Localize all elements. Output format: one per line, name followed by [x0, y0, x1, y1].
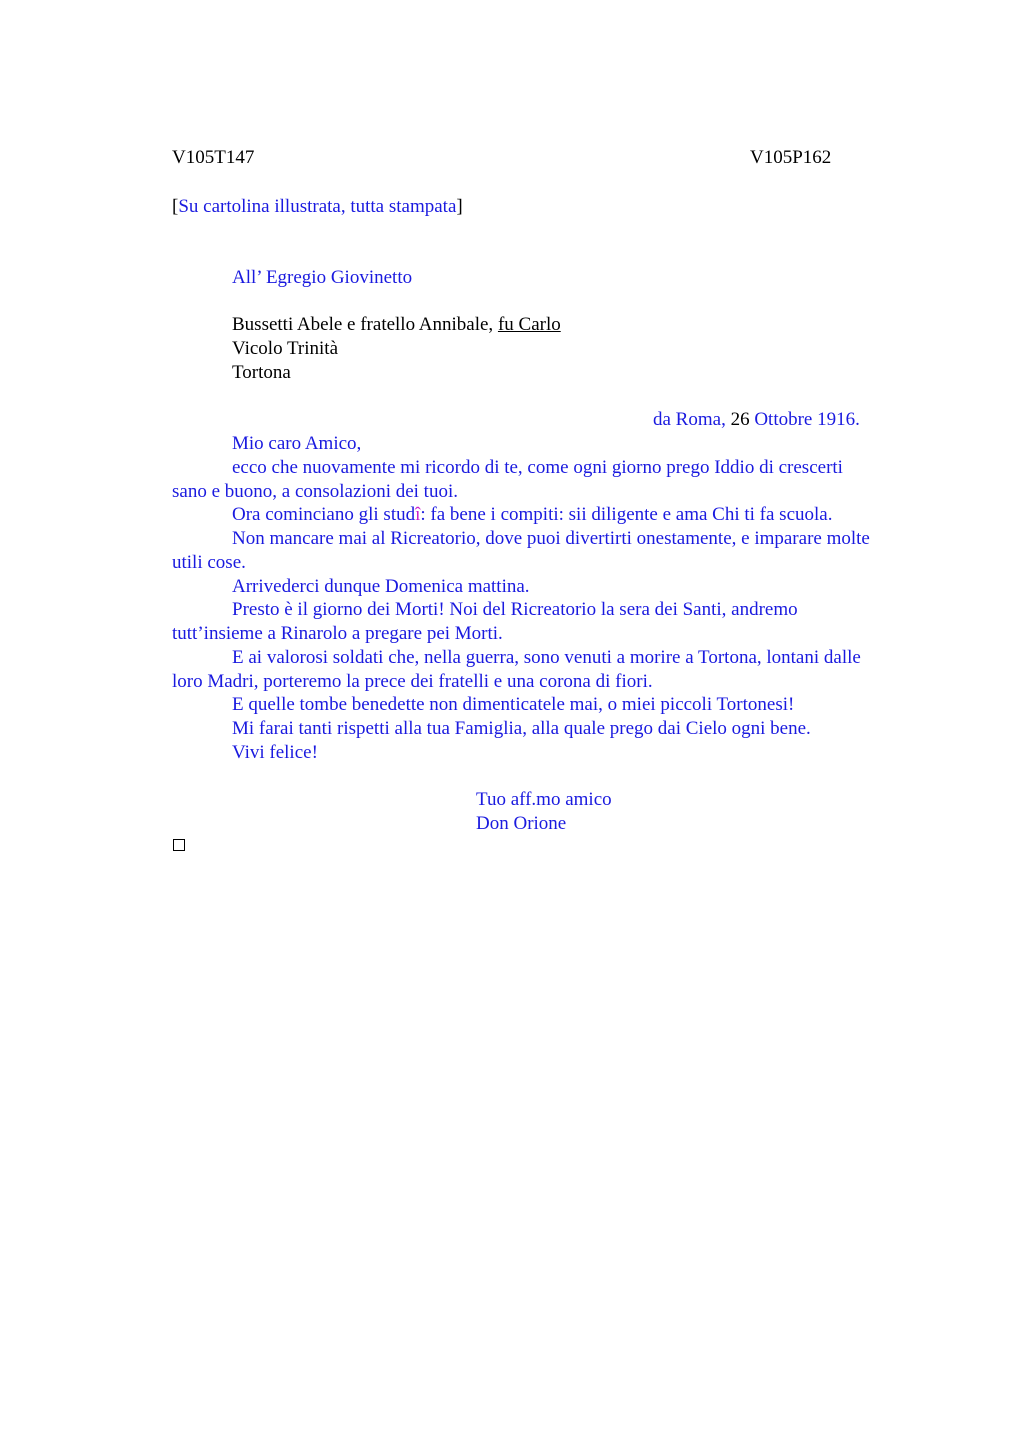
- letter-paragraph-4: Arrivederci dunque Domenica mattina.: [232, 576, 530, 597]
- p2-after: : fa bene i compiti: sii diligente e ama Chi ti fa scuola.: [420, 504, 833, 525]
- p2-before: Ora cominciano gli stud: [232, 504, 416, 525]
- document-code-left: V105T147: [172, 147, 255, 168]
- letter-greeting: Mio caro Amico,: [232, 433, 362, 454]
- letter-paragraph-1-line-2: sano e buono, a consolazioni dei tuoi.: [172, 481, 458, 502]
- address-recipient: [232, 313, 561, 337]
- letter-paragraph-5-line-2: tutt’insieme a Rinarolo a pregare pei Morti.: [172, 623, 503, 644]
- dateline-prefix: da Roma,: [653, 409, 731, 430]
- letter-paragraph-3-line-1: Non mancare mai al Ricreatorio, dove puoi divertirti onestamente, e imparare molte: [232, 528, 870, 549]
- end-square-marker: [173, 839, 185, 851]
- recipient-father: fu Carlo: [497, 314, 561, 335]
- letter-paragraph-9: Vivi felice!: [232, 742, 318, 763]
- note-text: Su cartolina illustrata, tutta stampata: [178, 196, 457, 217]
- address-salutation: All’ Egregio Giovinetto: [232, 267, 413, 288]
- letter-paragraph-6-line-2: loro Madri, porteremo la prece dei fratelli e una corona di fiori.: [172, 671, 653, 692]
- letter-paragraph-3-line-2: utili cose.: [172, 552, 246, 573]
- dateline-month-year: Ottobre 1916.: [749, 409, 860, 430]
- letter-paragraph-6-line-1: E ai valorosi soldati che, nella guerra, sono venuti a morire a Tortona, lontani dalle: [232, 647, 861, 668]
- letter-paragraph-5-line-1: Presto è il giorno dei Morti! Noi del Ricreatorio la sera dei Santi, andremo: [232, 599, 798, 620]
- signature-name: Don Orione: [476, 813, 567, 834]
- document-code-right: V105P162: [750, 147, 832, 168]
- letter-paragraph-8: Mi farai tanti rispetti alla tua Famiglia, alla quale prego dai Cielo ogni bene.: [232, 718, 811, 739]
- note-close-bracket: ]: [456, 196, 463, 217]
- recipient-names: Bussetti Abele e fratello Annibale,: [232, 314, 498, 335]
- letter-paragraph-7: E quelle tombe benedette non dimenticatele mai, o miei piccoli Tortonesi!: [232, 694, 795, 715]
- letter-paragraph-1-line-1: ecco che nuovamente mi ricordo di te, come ogni giorno prego Iddio di crescerti: [232, 457, 843, 478]
- note-open-bracket: [: [172, 196, 179, 217]
- signature-closing: Tuo aff.mo amico: [476, 789, 612, 810]
- p2-accent: î: [415, 504, 421, 525]
- letter-paragraph-2: [232, 503, 832, 527]
- address-street: Vicolo Trinità: [232, 338, 339, 359]
- editorial-note: [172, 195, 463, 219]
- address-city: Tortona: [232, 362, 291, 383]
- dateline-day: 26: [730, 409, 750, 430]
- dateline: [653, 408, 860, 432]
